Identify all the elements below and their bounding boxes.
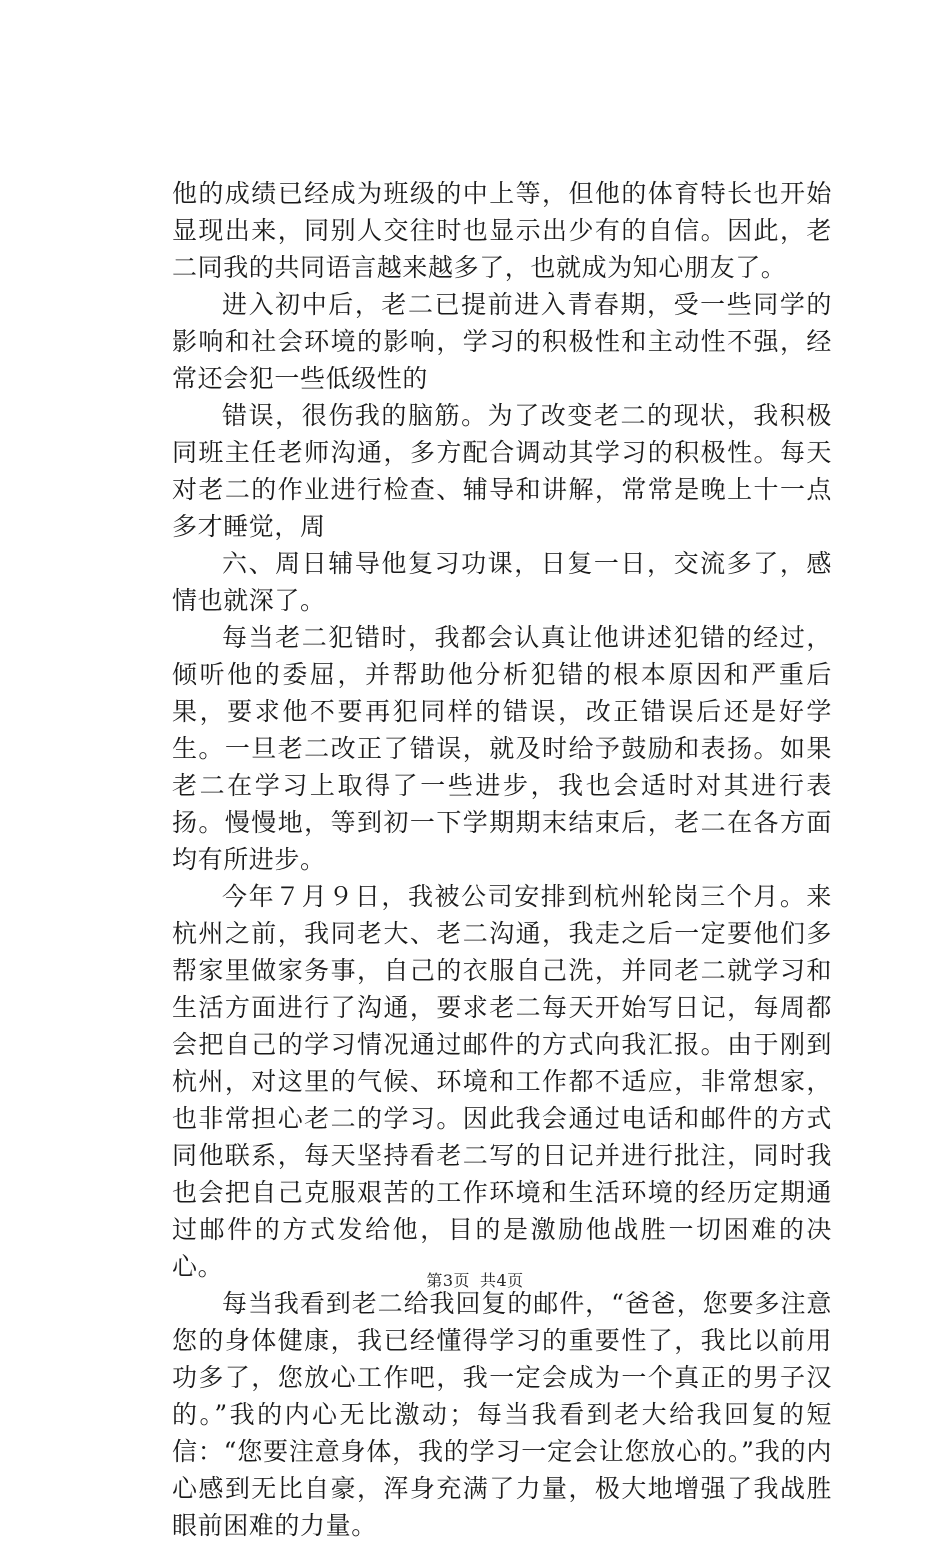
document-body — [172, 175, 832, 1544]
page-total: 共4页 — [480, 1271, 524, 1290]
paragraph-2: 进入初中后，老二已提前进入青春期，受一些同学的影响和社会环境的影响，学习的积极性和主动性不强，经常还会犯一些低级性的 — [172, 290, 832, 393]
page-number: 第3页 — [426, 1271, 470, 1290]
paragraph-5: 每当老二犯错时，我都会认真让他讲述犯错的经过，倾听他的委屈，并帮助他分析犯错的根本原因和严重后果，要求他不要再犯同样的错误，改正错误后还是好学生。一旦老二改正了错误，就及时给予鼓励和表扬。如果老二在学习上取得了一些进步，我也会适时对其进行表扬。慢慢地，等到初一下学期期末结束后，老二在各方面均有所进步。 — [172, 623, 832, 874]
page-footer — [0, 1268, 950, 1291]
paragraph-4: 六、周日辅导他复习功课，日复一日，交流多了，感情也就深了。 — [172, 549, 832, 615]
paragraph-3: 错误，很伤我的脑筋。为了改变老二的现状，我积极同班主任老师沟通，多方配合调动其学习的积极性。每天对老二的作业进行检查、辅导和讲解，常常是晚上十一点多才睡觉，周 — [172, 401, 832, 541]
paragraph-7: 每当我看到老二给我回复的邮件，“爸爸，您要多注意您的身体健康，我已经懂得学习的重要性了，我比以前用功多了，您放心工作吧，我一定会成为一个真正的男子汉的。”我的内心无比激动；每当我看到老大给我回复的短信：“您要注意身体，我的学习一定会让您放心的。”我的内心感到无比自豪，浑身充满了力量，极大地增强了我战胜眼前困难的力量。 — [172, 1289, 832, 1540]
paragraph-6: 今年７月９日，我被公司安排到杭州轮岗三个月。来杭州之前，我同老大、老二沟通，我走之后一定要他们多帮家里做家务事，自己的衣服自己洗，并同老二就学习和生活方面进行了沟通，要求老二每天开始写日记，每周都会把自己的学习情况通过邮件的方式向我汇报。由于刚到杭州，对这里的气候、环境和工作都不适应，非常想家，也非常担心老二的学习。因此我会通过电话和邮件的方式同他联系，每天坚持看老二写的日记并进行批注，同时我也会把自己克服艰苦的工作环境和生活环境的经历定期通过邮件的方式发给他，目的是激励他战胜一切困难的决心。 — [172, 882, 832, 1281]
paragraph-1: 他的成绩已经成为班级的中上等，但他的体育特长也开始显现出来，同别人交往时也显示出少有的自信。因此，老二同我的共同语言越来越多了，也就成为知心朋友了。 — [172, 179, 832, 282]
